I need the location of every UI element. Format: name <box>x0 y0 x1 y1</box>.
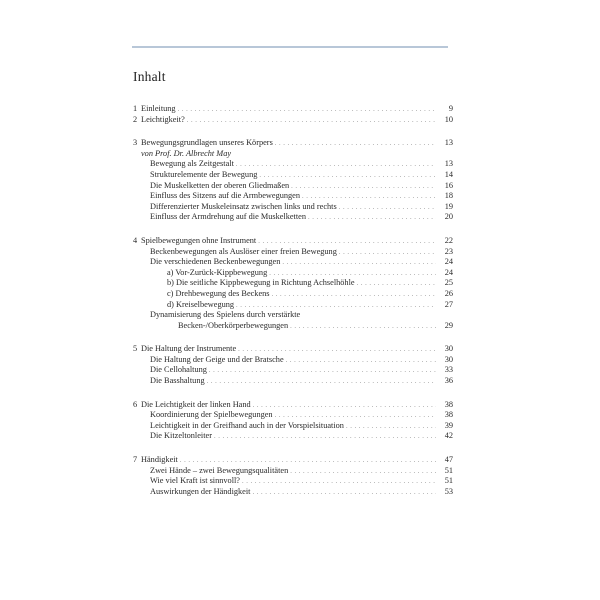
leader-dots <box>236 160 436 171</box>
entry-label: Die Cellohaltung <box>150 365 207 375</box>
toc-entry[interactable] <box>133 278 453 289</box>
entry-label: Wie viel Kraft ist sinnvoll? <box>150 476 240 486</box>
page-title: Inhalt <box>133 69 166 84</box>
entry-label: Die Leichtigkeit der linken Hand <box>141 399 251 409</box>
entry-label: Die Haltung der Instrumente <box>141 344 237 354</box>
entry-label: Händigkeit <box>141 455 178 465</box>
page-number: 42 <box>444 431 453 441</box>
toc-section <box>133 104 453 125</box>
page-number: 24 <box>444 267 453 277</box>
page-number: 23 <box>444 246 453 256</box>
leader-dots <box>339 203 436 214</box>
chapter-number: 5 <box>133 344 138 354</box>
toc-section <box>133 455 453 497</box>
page-number: 10 <box>444 114 453 124</box>
entry-label: Bewegung als Zeitgestalt <box>150 159 234 169</box>
page-number: 24 <box>444 257 453 267</box>
page-number: 22 <box>444 235 453 245</box>
entry-label: Die Basshaltung <box>150 376 205 386</box>
page-number: 25 <box>444 278 453 288</box>
leader-dots <box>357 279 436 290</box>
chapter-number: 7 <box>133 455 138 465</box>
page-number: 36 <box>444 376 453 386</box>
toc-entry[interactable] <box>133 365 453 376</box>
chapter-number: 1 <box>133 104 138 113</box>
entry-label: Leichtigkeit in der Greifhand auch in der Vorspielsituation <box>150 420 344 430</box>
page-number: 47 <box>444 455 453 465</box>
leader-dots <box>253 401 436 412</box>
toc-entry[interactable] <box>133 310 453 321</box>
entry-label: c) Drehbewegung des Beckens <box>167 288 270 298</box>
entry-label: Die Muskelketten der oberen Gliedmaßen <box>150 180 290 190</box>
toc-entry[interactable] <box>133 355 453 366</box>
chapter-number: 2 <box>133 114 138 124</box>
page-number: 30 <box>444 344 453 354</box>
entry-label: Die verschiedenen Beckenbewegungen <box>150 257 281 267</box>
page-number: 38 <box>444 399 453 409</box>
page-number: 20 <box>444 212 453 222</box>
toc-entry[interactable] <box>133 159 453 170</box>
leader-dots <box>275 139 436 150</box>
toc-entry[interactable] <box>133 268 453 279</box>
entry-label: Beckenbewegungen als Auslöser einer freien Bewegung <box>150 246 337 256</box>
toc-entry[interactable] <box>133 455 453 466</box>
toc-entry[interactable] <box>133 138 453 149</box>
toc-entry[interactable] <box>133 236 453 247</box>
entry-label: Differenzierter Muskeleinsatz zwischen links und rechts <box>150 201 337 211</box>
page-number: 19 <box>444 201 453 211</box>
leader-dots <box>178 105 436 116</box>
toc-entry[interactable] <box>133 421 453 432</box>
page-number: 51 <box>444 476 453 486</box>
page-number: 39 <box>444 420 453 430</box>
toc-entry[interactable] <box>133 300 453 311</box>
leader-dots <box>187 116 436 127</box>
page-number: 13 <box>444 159 453 169</box>
leader-dots <box>286 356 436 367</box>
page-number: 30 <box>444 354 453 364</box>
toc-entry[interactable] <box>133 487 453 498</box>
toc-entry[interactable] <box>133 400 453 411</box>
entry-label: a) Vor-Zurück-Kippbewegung <box>167 267 268 277</box>
toc-entry[interactable] <box>133 181 453 192</box>
toc-entry[interactable] <box>133 212 453 223</box>
entry-label: Einfluss des Sitzens auf die Armbewegungen <box>150 191 301 201</box>
page-number: 29 <box>444 320 453 330</box>
entry-label: d) Kreiselbewegung <box>167 299 235 309</box>
chapter-number: 3 <box>133 138 138 148</box>
chapter-author <box>133 149 453 160</box>
leader-dots <box>209 366 436 377</box>
page-number: 27 <box>444 299 453 309</box>
toc-entry[interactable] <box>133 431 453 442</box>
toc-entry[interactable] <box>133 247 453 258</box>
toc-entry[interactable] <box>133 115 453 126</box>
entry-label: Einleitung <box>141 104 176 113</box>
page-number: 53 <box>444 486 453 496</box>
page-number: 38 <box>444 410 453 420</box>
entry-label: Koordinierung der Spielbewegungen <box>150 410 273 420</box>
toc-section <box>133 138 453 223</box>
toc-entry[interactable] <box>133 257 453 268</box>
toc-section <box>133 344 453 386</box>
page-number: 51 <box>444 465 453 475</box>
toc-entry[interactable] <box>133 191 453 202</box>
entry-label: Die Haltung der Geige und der Bratsche <box>150 354 284 364</box>
entry-label: Auswirkungen der Händigkeit <box>150 486 251 496</box>
page-number: 9 <box>448 104 453 113</box>
leader-dots <box>282 258 436 269</box>
entry-label: Bewegungsgrundlagen unseres Körpers <box>141 138 273 148</box>
page-number: 13 <box>444 138 453 148</box>
table-of-contents <box>133 104 453 510</box>
entry-label: Dynamisierung des Spielens durch verstärkte <box>150 310 301 320</box>
chapter-number: 4 <box>133 235 138 245</box>
entry-label: Leichtigkeit? <box>141 114 185 124</box>
toc-entry[interactable] <box>133 104 453 115</box>
page-number: 26 <box>444 288 453 298</box>
leader-dots <box>242 477 436 488</box>
toc-entry[interactable] <box>133 202 453 213</box>
author-label: von Prof. Dr. Albrecht May <box>141 148 232 158</box>
leader-dots <box>339 248 436 259</box>
toc-section <box>133 400 453 442</box>
chapter-number: 6 <box>133 399 138 409</box>
entry-label: b) Die seitliche Kippbewegung in Richtung Achselhöhle <box>167 278 355 288</box>
entry-label: Die Kitzeltonleiter <box>150 431 212 441</box>
leader-dots <box>252 488 436 499</box>
leader-dots <box>290 467 436 478</box>
entry-label: Strukturelemente der Bewegung <box>150 169 258 179</box>
page-number: 16 <box>444 180 453 190</box>
toc-entry[interactable] <box>133 170 453 181</box>
toc-entry[interactable] <box>133 410 453 421</box>
leader-dots <box>272 290 436 301</box>
toc-entry[interactable] <box>133 344 453 355</box>
leader-dots <box>207 377 436 388</box>
leader-dots <box>346 422 436 433</box>
toc-entry[interactable] <box>133 289 453 300</box>
page-number: 33 <box>444 365 453 375</box>
entry-label: Spielbewegungen ohne Instrument <box>141 235 257 245</box>
entry-label: Becken-/Oberkörperbewegungen <box>178 320 289 330</box>
toc-entry[interactable] <box>133 476 453 487</box>
page-number: 14 <box>444 169 453 179</box>
leader-dots <box>308 213 436 224</box>
toc-section <box>133 236 453 331</box>
toc-entry[interactable] <box>133 466 453 477</box>
leader-dots <box>291 182 436 193</box>
page-number: 18 <box>444 191 453 201</box>
toc-entry[interactable] <box>133 376 453 387</box>
leader-dots <box>214 432 436 443</box>
header-rule <box>132 46 448 48</box>
entry-label: Einfluss der Armdrehung auf die Muskelketten <box>150 212 306 222</box>
leader-dots <box>290 322 436 333</box>
entry-label: Zwei Hände – zwei Bewegungsqualitäten <box>150 465 289 475</box>
toc-entry[interactable] <box>133 321 453 332</box>
